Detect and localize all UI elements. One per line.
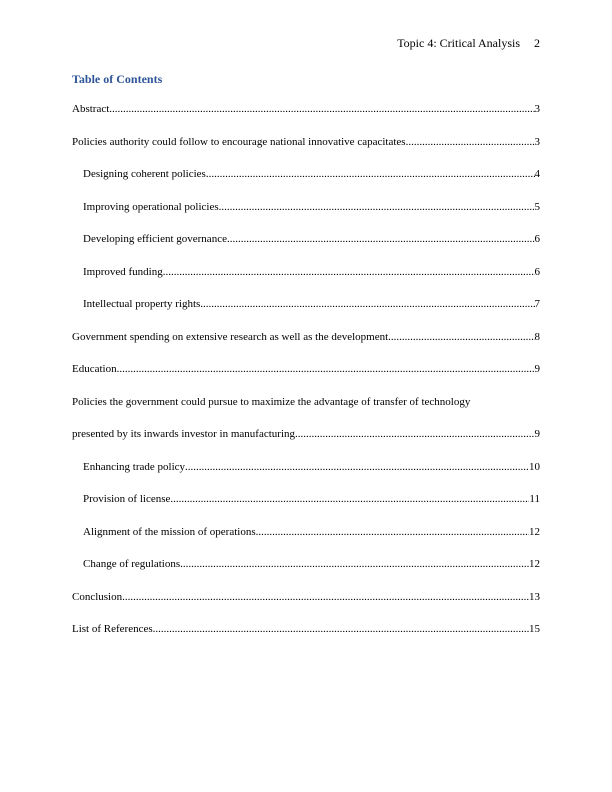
toc-leader-dots [117,362,535,376]
toc-entry-page: 3 [534,135,540,148]
toc-entry-abstract[interactable] [72,99,540,132]
toc-leader-dots [163,265,535,279]
toc-entry-text: presented by its inwards investor in manufacturing [72,428,296,440]
toc-entry-page: 8 [534,330,540,343]
toc-entry-text: Improved funding [83,265,163,278]
toc-entry-text: Alignment of the mission of operations [83,525,256,538]
page-number: 2 [534,36,540,50]
toc-entry-page: 15 [529,623,540,635]
toc-leader-dots [109,102,534,116]
toc-entry-alignment-of-mission[interactable] [72,522,540,555]
toc-entry-text: Government spending on extensive research as well as the development [72,330,389,343]
toc-entry-intellectual-property-rights[interactable] [72,294,540,327]
toc-title: Table of Contents [72,72,163,86]
toc-entry-text: Provision of license [83,493,171,505]
toc-entry-enhancing-trade-policy[interactable] [72,457,540,490]
toc-entry-page: 3 [534,103,540,115]
toc-entry-text: Developing efficient governance [83,233,227,245]
toc-entry-text: Improving operational policies [83,200,219,213]
toc-leader-dots [170,492,529,506]
toc-entry-page: 12 [529,525,540,538]
toc-entry-text: List of References [72,623,153,635]
toc-entry-provision-of-license[interactable] [72,489,540,522]
toc-entry-page: 4 [534,168,540,180]
toc-entry-text-line1: Policies the government could pursue to maximize the advantage of transfer of technology [72,395,471,408]
toc-entry-improving-operational-policies[interactable] [72,197,540,230]
toc-entry-change-of-regulations[interactable] [72,554,540,587]
toc-entry-text: Abstract [72,103,110,115]
toc-entry-page: 10 [529,460,540,473]
toc-leader-dots [256,525,529,539]
toc-leader-dots [180,557,529,571]
toc-entry-policies-authority[interactable] [72,132,540,165]
toc-entry-improved-funding[interactable] [72,262,540,295]
toc-leader-dots [227,232,535,246]
toc-entry-text: Conclusion [72,590,123,603]
toc-entry-page: 6 [534,265,540,278]
toc-entry-education[interactable] [72,359,540,392]
toc-entry-text: Education [72,363,117,375]
toc-leader-dots [185,460,529,474]
toc-entry-text: Intellectual property rights [83,298,201,310]
toc-entry-page: 5 [534,200,540,213]
toc-entry-text: Designing coherent policies [83,168,206,180]
toc-entry-page: 7 [534,298,540,310]
toc-entry-page: 6 [534,233,540,245]
toc-entry-page: 9 [534,363,540,375]
toc-leader-dots [206,167,535,181]
toc-leader-dots [200,297,534,311]
toc-entry-list-of-references[interactable] [72,619,540,652]
toc-entry-page: 13 [529,590,540,603]
toc-entry-conclusion[interactable] [72,587,540,620]
toc-entry-text: Change of regulations [83,558,181,570]
toc-leader-dots [153,622,529,636]
toc-entry-text: Enhancing trade policy [83,460,186,473]
toc-leader-dots [406,135,535,149]
toc-entry-line2 [72,424,540,457]
toc-entry-developing-efficient-governance[interactable] [72,229,540,262]
toc-entry-designing-coherent-policies[interactable] [72,164,540,197]
toc-entry-text: Policies authority could follow to encourage national innovative capacitates [72,135,406,148]
toc-entry-page: 11 [529,493,540,505]
toc-entry-page: 9 [534,428,540,440]
toc-leader-dots [122,590,529,604]
toc-leader-dots [388,330,534,344]
toc-entry-technology-transfer[interactable] [72,392,540,457]
toc-entry-page: 12 [529,558,540,570]
running-title: Topic 4: Critical Analysis [397,36,520,50]
table-of-contents [72,99,540,652]
toc-leader-dots [295,427,534,441]
toc-entry-government-spending[interactable] [72,327,540,360]
toc-leader-dots [219,200,535,214]
page-header [397,36,540,50]
